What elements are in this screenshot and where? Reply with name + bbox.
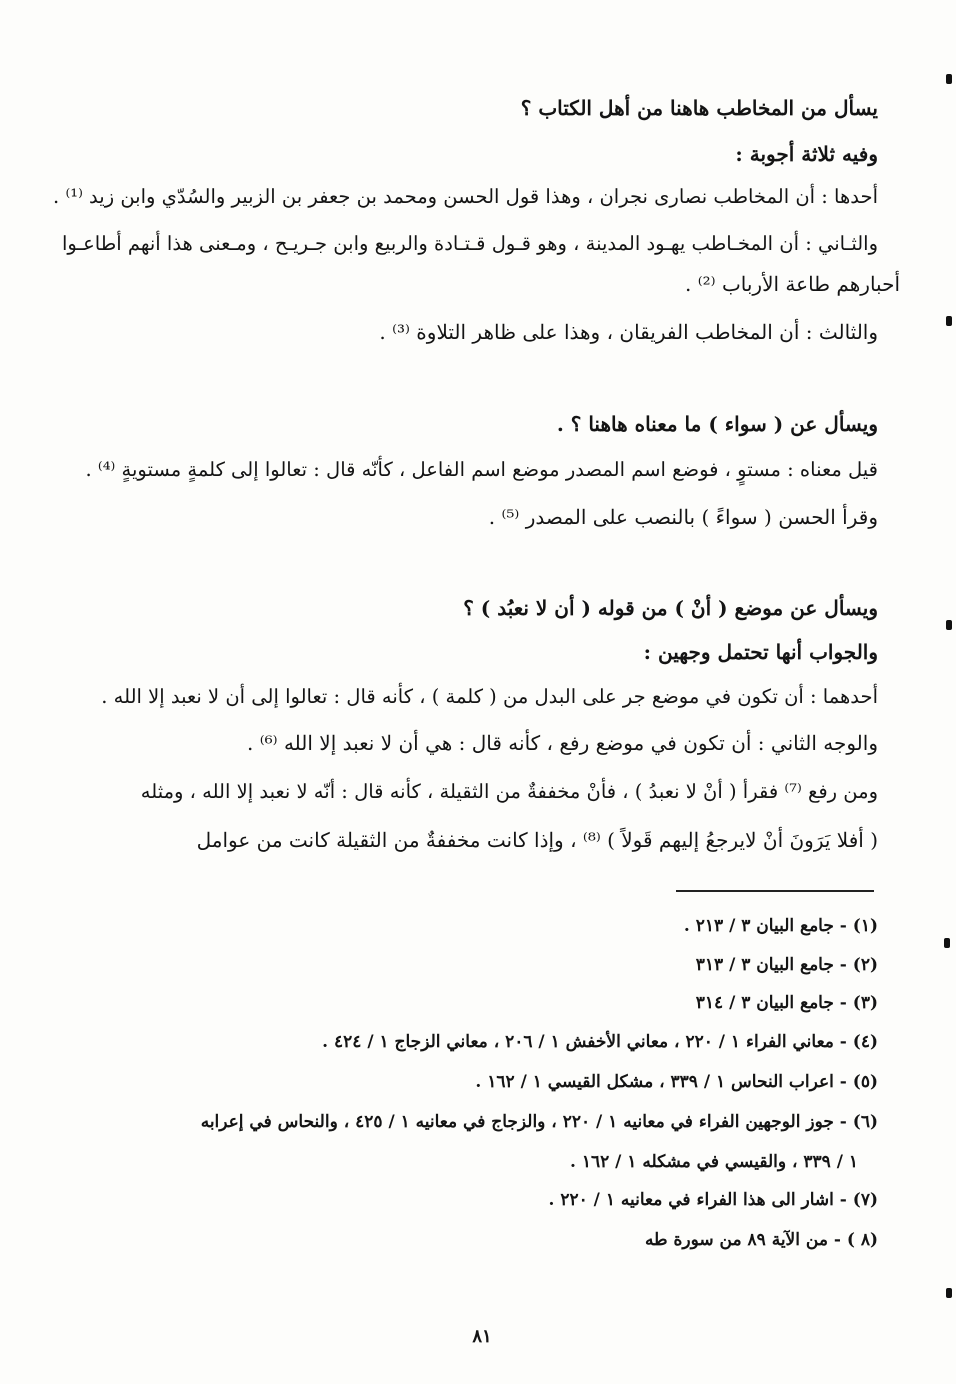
body-line: أحدها : أن المخاطب نصارى نجران ، وهذا قول الحسن ومحمد بن جعفر بن الزبير والسُدّي وابن زيد ⁽¹⁾ . (53, 185, 878, 208)
footnote: (٤) - معاني الفراء ١ / ٢٢٠ ، معاني الأخفش ١ / ٢٠٦ ، معاني الزجاج ١ / ٤٢٤ . (322, 1032, 878, 1052)
body-line: ومن رفع ⁽⁷⁾ فقرأ ( أنْ لا نعبدُ ) ، فأنْ مخففةٌ من الثقيلة ، كأنه قال : أنّه لا نعبد إلا الله ، ومثله (140, 780, 878, 803)
footnote: (٢) - جامع البيان ٣ / ٣١٣ (695, 955, 878, 975)
page-number: ٨١ (472, 1326, 492, 1347)
scan-mark (946, 1288, 952, 1298)
body-line: أحدهما : أن تكون في موضع جر على البدل من ( كلمة ) ، كأنه قال : تعالوا إلى أن لا نعبد إلا الله . (101, 685, 878, 708)
body-line: ويسأل عن ( سواء ) ما معناه هاهنا ؟ . (556, 412, 878, 436)
body-line: وقرأ الحسن ( سواءً ) بالنصب على المصدر ⁽⁵⁾ . (488, 505, 878, 529)
footnote: (٧) - اشار الى هذا الفراء في معانيه ١ / ٢٢٠ . (548, 1190, 878, 1210)
scan-mark (944, 938, 950, 948)
scan-mark (946, 316, 952, 326)
footnote: (٨ ) - من الآية ٨٩ من سورة طه (644, 1230, 878, 1250)
body-line: ( أفلا يَرَونَ أنْ لايرجعُ إليهم قَولاً ) ⁽⁸⁾ ، وإذا كانت مخففةٌ من الثقيلة كانت من عوامل (196, 828, 878, 852)
footnote: (١) - جامع البيان ٣ / ٢١٣ . (683, 916, 878, 936)
footnote: ١ / ٣٣٩ ، والقيسي في مشكله ١ / ١٦٢ . (570, 1152, 858, 1172)
body-line: والثالث : أن المخاطب الفريقان ، وهذا على ظاهر التلاوة ⁽³⁾ . (379, 320, 878, 344)
body-line: أحبارهم طاعة الأرباب ⁽²⁾ . (685, 272, 900, 296)
footnote: (٦) - جوز الوجهين الفراء في معانيه ١ / ٢٢٠ ، والزجاج في معانيه ١ / ٤٢٥ ، والنحاس في إعرابه (200, 1112, 878, 1132)
footnote-separator (676, 890, 874, 892)
body-line: قيل معناه : مستوٍ ، فوضع اسم المصدر موضع اسم الفاعل ، كأنّه قال : تعالوا إلى كلمةٍ مستويةٍ ⁽⁴⁾ . (85, 458, 878, 481)
body-line: وفيه ثلاثة أجوبة : (735, 142, 878, 166)
body-line: والجواب أنها تحتمل وجهين : (643, 640, 878, 664)
body-line: والثـاني : أن المخـاطب يهـود المدينة ، وهو قـول قـتـادة والربيع وابن جـريـح ، ومـعنى هذا أنهم أطاعـوا (61, 232, 878, 255)
scan-mark (946, 620, 952, 630)
footnote: (٣) - جامع البيان ٣ / ٣١٤ (695, 993, 878, 1013)
footnote: (٥) - اعراب النحاس ١ / ٣٣٩ ، مشكل القيسي ١ / ١٦٢ . (475, 1072, 878, 1092)
scan-mark (946, 74, 952, 84)
body-line: والوجه الثاني : أن تكون في موضع رفع ، كأنه قال : هي أن لا نعبد إلا الله ⁽⁶⁾ . (247, 731, 878, 755)
body-line: يسأل من المخاطب هاهنا من أهل الكتاب ؟ (520, 96, 878, 120)
body-line: ويسأل عن موضع ( أنْ ) من قوله ( أن لا نعبُد ) ؟ (463, 596, 878, 620)
